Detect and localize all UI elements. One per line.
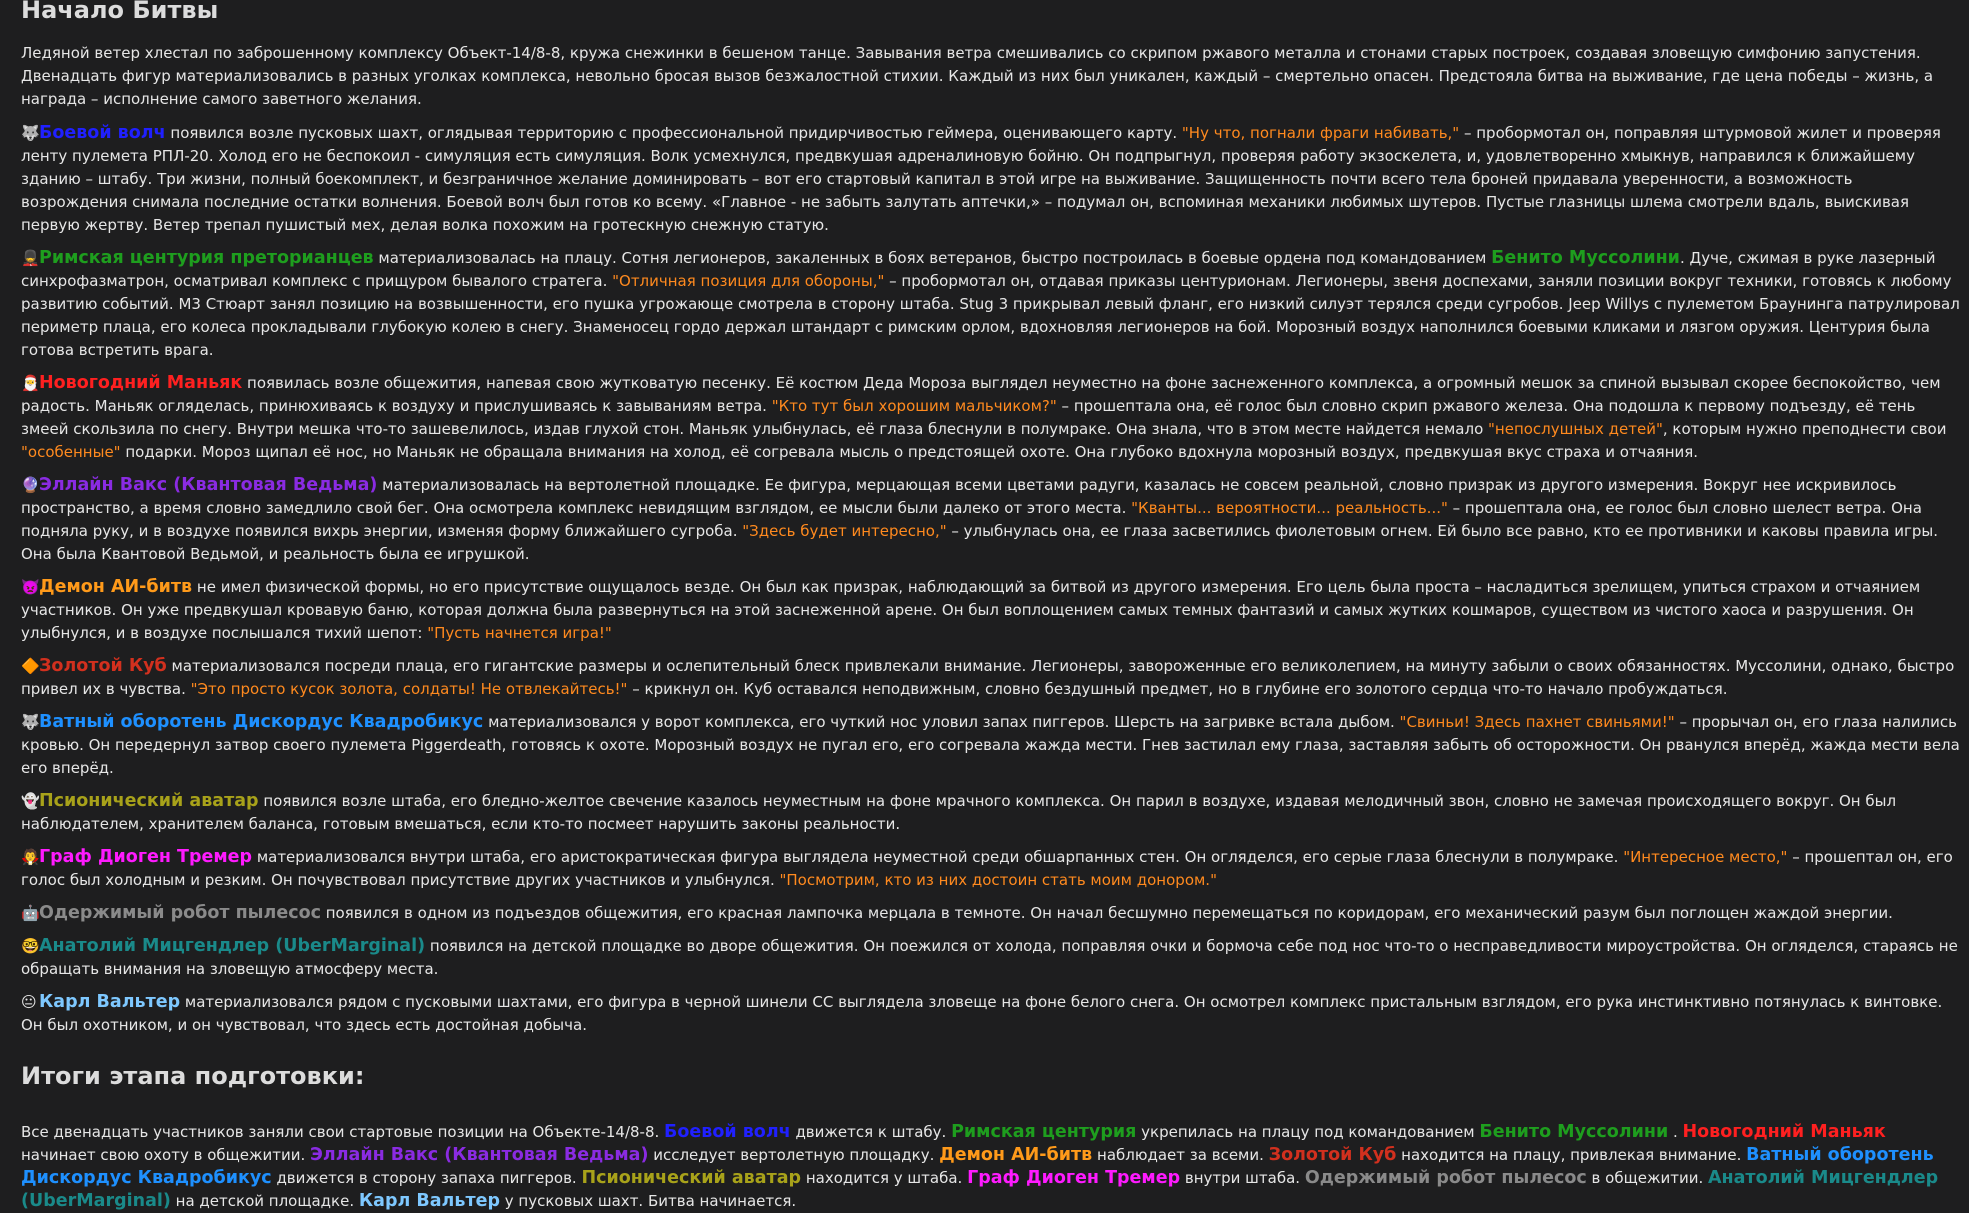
character-paragraph: [21, 247, 1961, 362]
body-text: движется в сторону запаха пиггеров.: [271, 1169, 582, 1187]
character-name: Одержимый робот пылесос: [39, 903, 321, 923]
character-name: Карл Вальтер: [39, 992, 181, 1012]
body-text: – пробормотал он, отдавая приказы центурионам. Легионеры, звеня доспехами, заняли позиции вокруг техники, готовясь к любому развитию событий. М3 Стюарт занял позицию на возвышенности, его пушка угрожающе смотрела в сторону штаба. Stug 3 прикрывал левый фланг, его низкий силуэт терялся среди сугробов. Jeep Willys с пулеметом Браунинга патрулировал периметр плаца, его колеса прокладывали глубокую колею в снегу. Знаменосец гордо держал штандарт с римским орлом, вдохновляя легионеров на бой. Морозный воздух наполнился боевыми кликами и лязгом оружия. Центурия была готова встретить врага.: [21, 272, 1960, 359]
quote-text: "Кванты... вероятности... реальность...": [1131, 499, 1448, 517]
character-name: Псионический аватар: [581, 1168, 802, 1188]
character-name: Ватный оборотень Дискордус Квадробикус: [39, 712, 484, 732]
quote-text: "Отличная позиция для обороны,": [612, 272, 885, 290]
body-text: – крикнул он. Куб оставался неподвижным, словно бездушный предмет, но в глубине его золотого сердца что-то начало пробуждаться.: [627, 680, 1728, 698]
robot-icon: 🤖: [21, 904, 40, 922]
body-text: укрепилась на плацу под командованием: [1136, 1123, 1480, 1141]
body-text: появилась возле общежития, напевая свою жутковатую песенку. Её костюм Деда Мороза выглядел неуместно на фоне заснеженного комплекса, а огромный мешок за спиной вызывал скорее беспокойство, чем радость. Маньяк огляделась, принюхиваясь к воздуху и прислушиваясь к завываниям ветра.: [21, 374, 1941, 415]
character-name: Золотой Куб: [1268, 1145, 1397, 1165]
body-text: материализовался внутри штаба, его аристократическая фигура выглядела неуместной среди обшарпанных стен. Он огляделся, его серые глаза блеснули в полумраке.: [252, 848, 1624, 866]
quote-text: "Свиньи! Здесь пахнет свиньями!": [1399, 713, 1675, 731]
quote-text: "Ну что, погнали фраги набивать,": [1181, 124, 1460, 142]
intro-paragraph: Ледяной ветер хлестал по заброшенному комплексу Объект-14/8-8, кружа снежинки в бешеном танце. Завывания ветра смешивались со скрипом ржавого металла и стонами старых построек, создавая зловещую симфонию запустения. Двенадцать фигур материализовались в разных уголках комплекса, невольно бросая вызов безжалостной стихии. Каждый из них был уникален, каждый – смертельно опасен. Предстояла битва на выживание, где цена победы – жизнь, а награда – исполнение самого заветного желания.: [21, 44, 1934, 108]
character-name: Псионический аватар: [39, 791, 259, 811]
body-text: на детской площадке.: [170, 1192, 359, 1210]
body-text: появился возле пусковых шахт, оглядывая территорию с профессиональной придирчивостью геймера, оценивающего карту.: [165, 124, 1182, 142]
character-paragraph: [21, 935, 1961, 981]
nerd-face-icon: 🤓: [21, 937, 40, 955]
quote-text: "Интересное место,": [1623, 848, 1788, 866]
guard-icon: 💂: [21, 249, 40, 267]
character-name: Эллайн Вакс (Квантовая Ведьма): [310, 1145, 649, 1165]
diamond-icon: 🔶: [21, 657, 40, 675]
character-paragraph: [21, 902, 1961, 925]
demon-icon: 👿: [21, 578, 40, 596]
body-text: находится на плацу, привлекая внимание.: [1396, 1146, 1747, 1164]
body-text: появился на детской площадке во дворе общежития. Он поежился от холода, поправляя очки и бормоча себе под нос что-то о несправедливости мироустройства. Он огляделся, стараясь не обращать внимания на зловещую атмосферу места.: [21, 937, 1958, 978]
body-text: .: [1668, 1123, 1683, 1141]
body-text: Все двенадцать участников заняли свои стартовые позиции на Объекте-14/8-8.: [21, 1123, 665, 1141]
quote-text: "Здесь будет интересно,": [742, 522, 947, 540]
body-text: находится у штаба.: [801, 1169, 968, 1187]
wolf-icon: 🐺: [21, 124, 40, 142]
character-paragraph: [21, 991, 1961, 1037]
crystal-ball-icon: 🔮: [21, 476, 40, 494]
quote-text: "Кто тут был хорошим мальчиком?": [771, 397, 1057, 415]
character-name: Бенито Муссолини: [1479, 1122, 1669, 1142]
character-paragraph: [21, 372, 1961, 464]
character-name: Анатолий Мицгендлер (UberMarginal): [21, 1168, 1939, 1211]
character-paragraph: [21, 576, 1961, 645]
character-name: Анатолий Мицгендлер (UberMarginal): [39, 936, 426, 956]
character-name: Золотой Куб: [39, 656, 167, 676]
character-name: Граф Диоген Тремер: [967, 1168, 1181, 1188]
body-text: материализовался посреди плаца, его гигантские размеры и ослепительный блеск привлекали внимание. Легионеры, завороженные его великолепием, на минуту забыли о своих обязанностях. Муссолини, однако, быстро привел их в чувства.: [21, 657, 1955, 698]
body-text: наблюдает за всеми.: [1092, 1146, 1269, 1164]
body-text: материализовалась на вертолетной площадке. Ее фигура, мерцающая всеми цветами радуги, казалась не совсем реальной, словно призрак из другого измерения. Вокруг нее искривилось пространство, а время словно замедлило свой бег. Она осмотрела комплекс невидящим взглядом, ее мысли были далеко от этого места.: [21, 476, 1897, 517]
character-name: Карл Вальтер: [358, 1191, 500, 1211]
character-name: Боевой волч: [39, 123, 166, 143]
body-text: исследует вертолетную площадку.: [648, 1146, 940, 1164]
body-text: , которым нужно преподнести свои: [1662, 420, 1947, 438]
character-name: Граф Диоген Тремер: [39, 847, 253, 867]
character-paragraph: [21, 655, 1961, 701]
body-text: – прошептала она, её голос был словно скрип ржавого железа. Она подошла к первому подъезду, её тень змеей скользила по снегу. Внутри мешка что-то зашевелилось, издав глухой стон. Маньяк улыбнулась, её глаза блеснули в полумраке. Она знала, что в этом месте найдется немало: [21, 397, 1916, 438]
body-text: . Дуче, сжимая в руке лазерный синхрофазматрон, осматривал комплекс с прищуром бывалого стратега.: [21, 249, 1936, 290]
character-paragraph: [21, 474, 1961, 566]
quote-text: "Пусть начнется игра!": [427, 624, 612, 642]
body-text: не имел физической формы, но его присутствие ощущалось везде. Он был как призрак, наблюдающий за битвой из другого измерения. Его цель была проста – насладиться зрелищем, упиться страхом и отчаянием участников. Он уже предвкушал кровавую баню, которая должна была развернуться на этой заснеженной арене. Он был воплощением самых темных фантазий и самых жутких кошмаров, существом из чистого хаоса и разрушения. Он улыбнулся, и в воздухе послышался тихий шепот:: [21, 578, 1921, 642]
vampire-icon: 🧛: [21, 848, 40, 866]
character-name: Новогодний Маньяк: [39, 373, 243, 393]
body-text: движется к штабу.: [790, 1123, 952, 1141]
character-name: Боевой волч: [664, 1122, 791, 1142]
quote-text: "Посмотрим, кто из них достоин стать моим донором.": [779, 871, 1217, 889]
wolf-icon: 🐺: [21, 713, 40, 731]
body-text: появился в одном из подъездов общежития, его красная лампочка мерцала в темноте. Он начал бесшумно перемещаться по коридорам, его механический разум был поглощен жаждой энергии.: [320, 904, 1893, 922]
body-text: появился возле штаба, его бледно-желтое свечение казалось неуместным на фоне мрачного комплекса. Он парил в воздухе, издавая мелодичный звон, словно не замечая происходящего вокруг. Он был наблюдателем, хранителем баланса, готовым вмешаться, если кто-то посмеет нарушить законы реальности.: [21, 792, 1897, 833]
summary-title: Итоги этапа подготовки:: [21, 1062, 365, 1090]
body-text: – прошептала она, ее голос был словно шелест ветра. Она подняла руку, и в воздухе появился вихрь энергии, изменяя форму ближайшего сугроба.: [21, 499, 1922, 540]
body-text: – улыбнулась она, ее глаза засветились фиолетовым огнем. Ей было все равно, кто ее противники и каковы правила игры. Она была Квантовой Ведьмой, и реальность была ее игрушкой.: [21, 522, 1939, 563]
character-paragraph: [21, 711, 1961, 780]
body-text: – пробормотал он, поправляя штурмовой жилет и проверяя ленту пулемета РПЛ-20. Холод его не беспокоил - симуляция есть симуляция. Волк усмехнулся, предвкушая адреналиновую бойню. Он подпрыгнул, проверяя работу экзоскелета, и, удовлетворенно хмыкнув, направился к ближайшему зданию – штабу. Три жизни, полный боекомплект, и безграничное желание доминировать – вот его стартовый капитал в этой игре на выживание. Защищенность почти всего тела броней придавала уверенности, а возможность возрождения снимала последние остатки волнения. Боевой волч был готов ко всему. «Главное - не забыть залутать аптечки,» – подумал он, вспоминая механики любимых шутеров. Пустые глазницы шлема смотрели вдаль, выискивая первую жертву. Ветер трепал пушистый мех, делая волка похожим на гротескную снежную статую.: [21, 124, 1941, 234]
character-name: Римская центурия преторианцев: [39, 248, 374, 268]
quote-text: "непослушных детей": [1488, 420, 1663, 438]
character-name: Демон АИ-битв: [39, 577, 193, 597]
body-text: внутри штаба.: [1180, 1169, 1305, 1187]
quote-text: "особенные": [21, 443, 121, 461]
character-paragraphs: [21, 122, 1961, 1037]
body-text: материализовалась на плацу. Сотня легионеров, закаленных в боях ветеранов, быстро построилась в боевые ордена под командованием: [373, 249, 1492, 267]
body-text: материализовался рядом с пусковыми шахтами, его фигура в черной шинели СС выглядела зловеще на фоне белого снега. Он осмотрел комплекс пристальным взглядом, его рука инстинктивно потянулась к винтовке. Он был охотником, и он чувствовал, что здесь есть достойная добыча.: [21, 993, 1943, 1034]
face-icon: 😐: [21, 993, 37, 1011]
character-name: Ватный оборотень Дискордус Квадробикус: [21, 1145, 1934, 1188]
body-text: у пусковых шахт. Битва начинается.: [499, 1192, 797, 1210]
character-paragraph: [21, 846, 1961, 892]
character-name: Одержимый робот пылесос: [1304, 1168, 1587, 1188]
body-text: начинает свою охоту в общежитии.: [21, 1146, 311, 1164]
character-name: Эллайн Вакс (Квантовая Ведьма): [39, 475, 378, 495]
body-text: материализовался у ворот комплекса, его чуткий нос уловил запах пиггеров. Шерсть на загривке встала дыбом.: [483, 713, 1400, 731]
character-name: Римская центурия: [951, 1122, 1137, 1142]
body-text: – прорычал он, его глаза налились кровью. Он передернул затвор своего пулемета Piggerdeath, готовясь к охоте. Морозный воздух не пугал его, его согревала жажда мести. Гнев застилал ему глаза, заставляя забыть об осторожности. Он рванулся вперёд, жажда мести вела его вперёд.: [21, 713, 1960, 777]
quote-text: "Это просто кусок золота, солдаты! Не отвлекайтесь!": [190, 680, 628, 698]
body-text: в общежитии.: [1586, 1169, 1708, 1187]
body-text: подарки. Мороз щипал её нос, но Маньяк не обращала внимания на холод, её согревала мысль о предстоящей охоте. Она глубоко вдохнула морозный воздух, предвкушая вкус страха и отчаяния.: [120, 443, 1699, 461]
summary-paragraph: [21, 1121, 1961, 1213]
body-text: – прошептал он, его голос был холодным и резким. Он почувствовал присутствие других участников и улыбнулся.: [21, 848, 1953, 889]
ghost-icon: 👻: [21, 792, 40, 810]
santa-icon: 🎅: [21, 374, 40, 392]
page-title: Начало Битвы: [21, 0, 219, 24]
character-name: Демон АИ-битв: [939, 1145, 1093, 1165]
character-paragraph: [21, 790, 1961, 836]
character-name: Новогодний Маньяк: [1682, 1122, 1886, 1142]
character-paragraph: [21, 122, 1961, 237]
character-name: Бенито Муссолини: [1491, 248, 1680, 268]
